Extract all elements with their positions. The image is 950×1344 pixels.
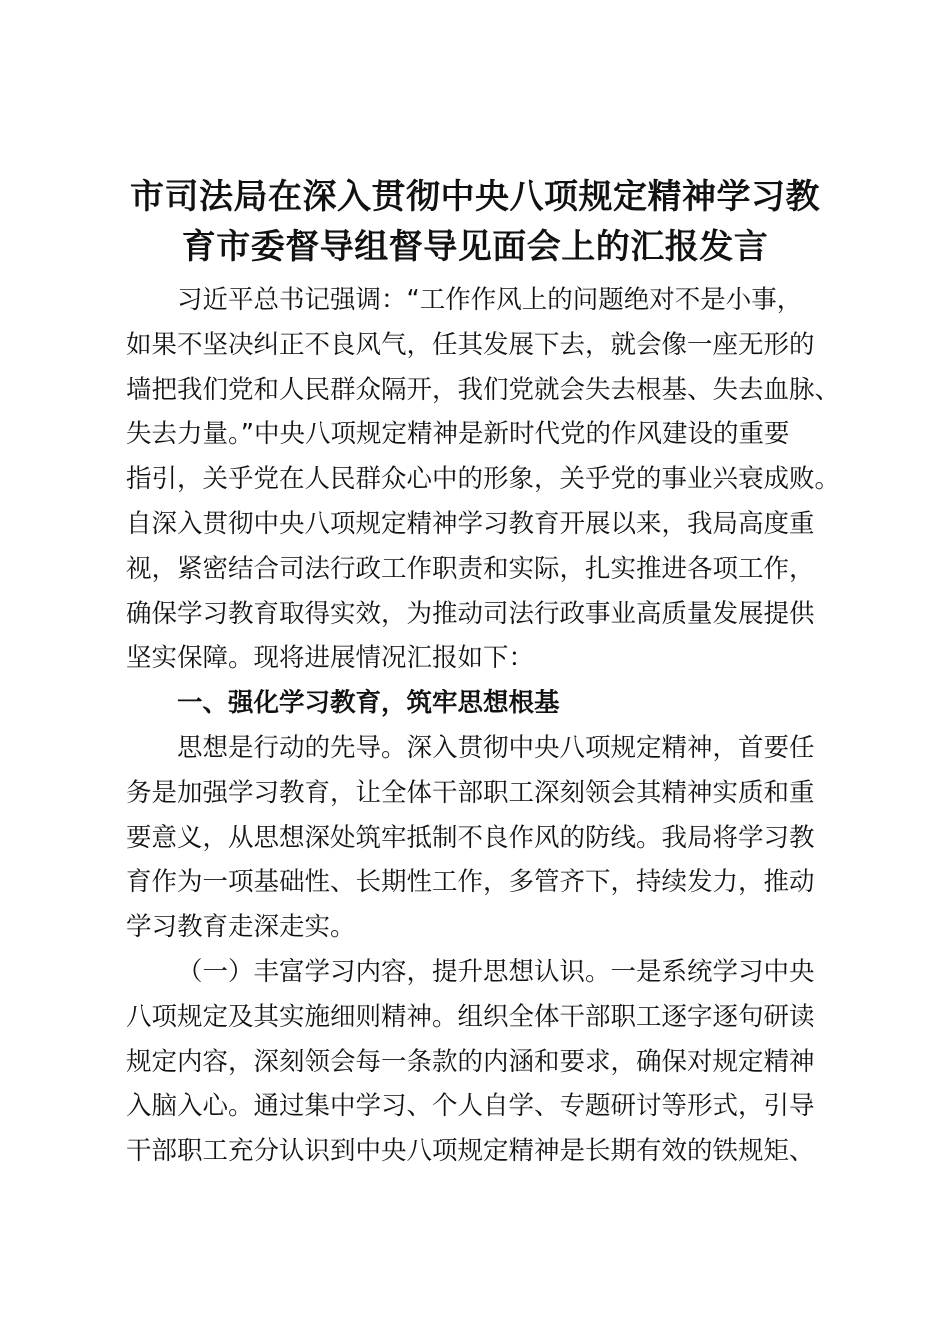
paragraph-line: 失去力量。”中央八项规定精神是新时代党的作风建设的重要 [126,419,790,450]
title-line-1: 市司法局在深入贯彻中央八项规定精神学习教 [130,177,820,217]
paragraph-line: 干部职工充分认识到中央八项规定精神是长期有效的铁规矩、 [126,1136,815,1167]
paragraph-line: 确保学习教育取得实效，为推动司法行政事业高质量发展提供 [126,598,815,629]
paragraph-line: 思想是行动的先导。深入贯彻中央八项规定精神，首要任 [177,732,815,763]
section-heading: 一、强化学习教育，筑牢思想根基 [177,688,560,719]
paragraph-line: 自深入贯彻中央八项规定精神学习教育开展以来，我局高度重 [126,508,815,539]
paragraph-line: 墙把我们党和人民群众隔开，我们党就会失去根基、失去血脉、 [126,374,841,405]
paragraph-line: 如果不坚决纠正不良风气，任其发展下去，就会像一座无形的 [126,329,815,360]
paragraph-line: 视，紧密结合司法行政工作职责和实际，扎实推进各项工作， [126,553,815,584]
paragraph-line: 要意义，从思想深处筑牢抵制不良作风的防线。我局将学习教 [126,822,815,853]
title-line-2: 育市委督导组督导见面会上的汇报发言 [181,227,769,267]
paragraph-line: 规定内容，深刻领会每一条款的内涵和要求，确保对规定精神 [126,1046,815,1077]
paragraph-line: 习近平总书记强调：“工作作风上的问题绝对不是小事， [177,285,803,315]
paragraph-line: 学习教育走深走实。 [126,912,356,943]
document-body [126,278,841,1174]
paragraph-line: 入脑入心。通过集中学习、个人自学、专题研讨等形式，引导 [126,1091,815,1122]
paragraph-line: （一）丰富学习内容，提升思想认识。一是系统学习中央 [177,956,815,987]
paragraph-line: 坚实保障。现将进展情况汇报如下： [126,643,535,674]
paragraph-line: 指引，关乎党在人民群众心中的形象，关乎党的事业兴衰成败。 [126,464,841,495]
paragraph-line: 八项规定及其实施细则精神。组织全体干部职工逐字逐句研读 [126,1001,815,1032]
paragraph-line: 务是加强学习教育，让全体干部职工深刻领会其精神实质和重 [126,777,815,808]
paragraph-line: 育作为一项基础性、长期性工作，多管齐下，持续发力，推动 [126,867,815,898]
document-title [90,172,860,272]
